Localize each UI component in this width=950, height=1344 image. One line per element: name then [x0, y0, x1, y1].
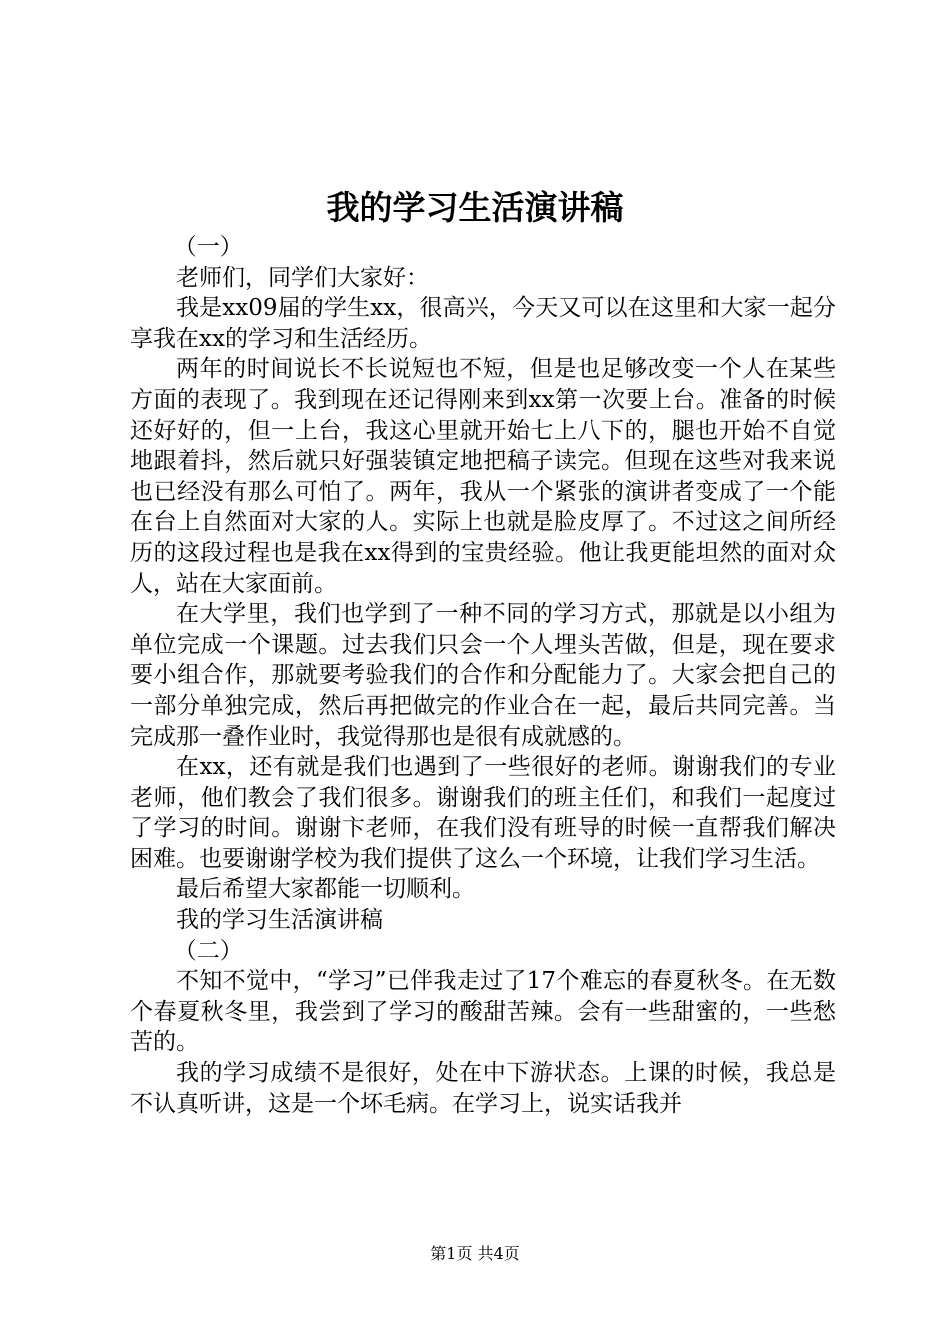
greeting-paragraph: 老师们，同学们大家好：	[176, 264, 429, 291]
paragraph: 不知不觉中，“学习”已伴我走过了17个难忘的春夏秋冬。在无数个春夏秋冬里，我尝到了学习的酸甜苦辣。会有一些甜蜜的，一些愁苦的。	[130, 968, 836, 1056]
paragraph: 在xx，还有就是我们也遇到了一些很好的老师。谢谢我们的专业老师，他们教会了我们很多。谢谢我们的班主任们，和我们一起度过了学习的时间。谢谢卞老师，在我们没有班导的时候一直帮我们解决困难。也要谢谢学校为我们提供了这么一个环境，让我们学习生活。	[130, 754, 836, 872]
document-body	[130, 232, 836, 1119]
paragraph: 我是xx09届的学生xx，很高兴，今天又可以在这里和大家一起分享我在xx的学习和生活经历。	[130, 295, 836, 352]
section-heading-2: （二）	[173, 937, 243, 964]
document-title: 我的学习生活演讲稿	[326, 188, 624, 227]
paragraph: 最后希望大家都能一切顺利。	[176, 876, 475, 903]
paragraph: 在大学里，我们也学到了一种不同的学习方式，那就是以小组为单位完成一个课题。过去我们只会一个人埋头苦做，但是，现在要求要小组合作，那就要考验我们的合作和分配能力了。大家会把自己的一部分单独完成，然后再把做完的作业合在一起，最后共同完善。当完成那一叠作业时，我觉得那也是很有成就感的。	[130, 601, 836, 750]
paragraph: 我的学习成绩不是很好，处在中下游状态。上课的时候，我总是不认真听讲，这是一个坏毛病。在学习上，说实话我并	[130, 1060, 836, 1117]
page-footer: 第1页 共4页	[430, 1244, 520, 1263]
paragraph: 两年的时间说长不长说短也不短，但是也足够改变一个人在某些方面的表现了。我到现在还记得刚来到xx第一次要上台。准备的时候还好好的，但一上台，我这心里就开始七上八下的，腿也开始不自觉地跟着抖，然后就只好强装镇定地把稿子读完。但现在这些对我来说也已经没有那么可怕了。两年，我从一个紧张的演讲者变成了一个能在台上自然面对大家的人。实际上也就是脸皮厚了。不过这之间所经历的这段过程也是我在xx得到的宝贵经验。他让我更能坦然的面对众人，站在大家面前。	[130, 356, 836, 597]
subtitle-paragraph: 我的学习生活演讲稿	[176, 907, 383, 934]
section-heading-1: （一）	[173, 234, 243, 260]
